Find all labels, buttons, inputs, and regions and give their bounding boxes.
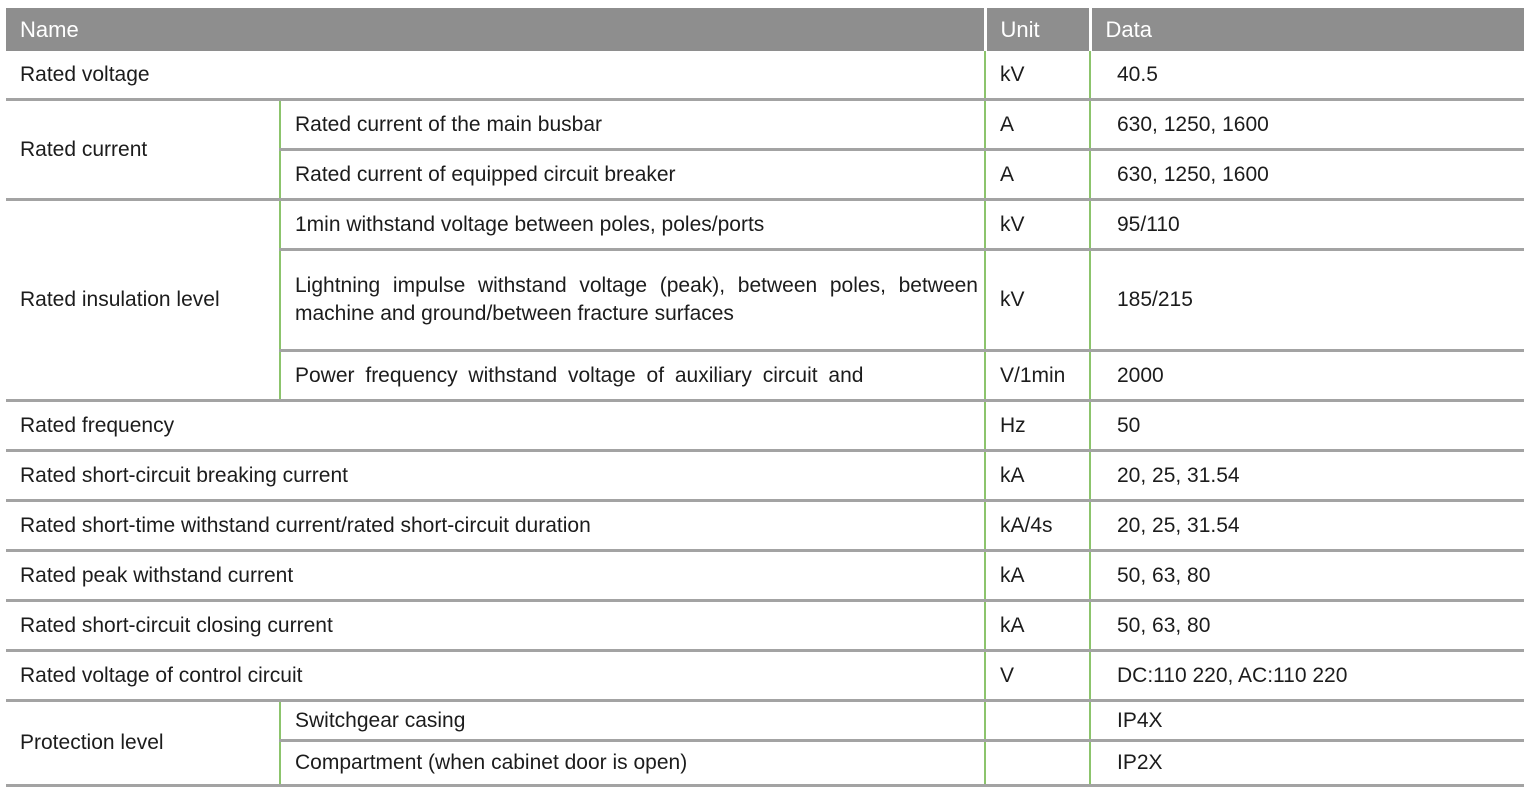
unit-cell: kV [985,250,1090,351]
group-name-cell: Rated insulation level [6,200,280,401]
unit-cell [985,741,1090,786]
subname-cell: 1min withstand voltage between poles, poles/ports [280,200,985,250]
data-cell: 630, 1250, 1600 [1090,150,1524,200]
header-name: Name [6,8,985,51]
subname-cell: Power frequency withstand voltage of auxiliary circuit and [280,351,985,401]
name-cell: Rated short-circuit closing current [6,601,985,651]
data-cell: 50, 63, 80 [1090,551,1524,601]
data-cell: 95/110 [1090,200,1524,250]
name-cell: Rated short-circuit breaking current [6,451,985,501]
data-cell: 50, 63, 80 [1090,601,1524,651]
spec-table [6,8,1524,787]
data-cell: IP4X [1090,701,1524,741]
table-row [6,100,1524,150]
data-cell: 630, 1250, 1600 [1090,100,1524,150]
table-row [6,51,1524,100]
subname-cell: Rated current of equipped circuit breaker [280,150,985,200]
table-row [6,701,1524,741]
subname-cell: Switchgear casing [280,701,985,741]
name-cell: Rated frequency [6,401,985,451]
data-cell: 20, 25, 31.54 [1090,451,1524,501]
name-cell: Rated peak withstand current [6,551,985,601]
unit-cell: kA [985,551,1090,601]
table-row [6,551,1524,601]
group-name-cell: Protection level [6,701,280,786]
data-cell: 40.5 [1090,51,1524,100]
header-unit: Unit [985,8,1090,51]
table-row [6,601,1524,651]
unit-cell: kA/4s [985,501,1090,551]
unit-cell: A [985,100,1090,150]
table-row [6,200,1524,250]
table-row [6,451,1524,501]
header-data: Data [1090,8,1524,51]
data-cell: DC:110 220, AC:110 220 [1090,651,1524,701]
header-row [6,8,1524,51]
data-cell: 50 [1090,401,1524,451]
unit-cell: A [985,150,1090,200]
unit-cell: Hz [985,401,1090,451]
table-row [6,501,1524,551]
unit-cell: kA [985,451,1090,501]
unit-cell: kV [985,51,1090,100]
unit-cell [985,701,1090,741]
unit-cell: kV [985,200,1090,250]
data-cell: 2000 [1090,351,1524,401]
name-cell: Rated short-time withstand current/rated short-circuit duration [6,501,985,551]
unit-cell: kA [985,601,1090,651]
subname-cell: Compartment (when cabinet door is open) [280,741,985,786]
data-cell: 185/215 [1090,250,1524,351]
subname-cell: Rated current of the main busbar [280,100,985,150]
name-cell: Rated voltage of control circuit [6,651,985,701]
group-name-cell: Rated current [6,100,280,200]
name-cell: Rated voltage [6,51,985,100]
table-row [6,651,1524,701]
table-row [6,401,1524,451]
unit-cell: V/1min [985,351,1090,401]
data-cell: IP2X [1090,741,1524,786]
subname-cell: Lightning impulse withstand voltage (peak), between poles, between machine and ground/between fracture surfaces [280,250,985,351]
unit-cell: V [985,651,1090,701]
data-cell: 20, 25, 31.54 [1090,501,1524,551]
